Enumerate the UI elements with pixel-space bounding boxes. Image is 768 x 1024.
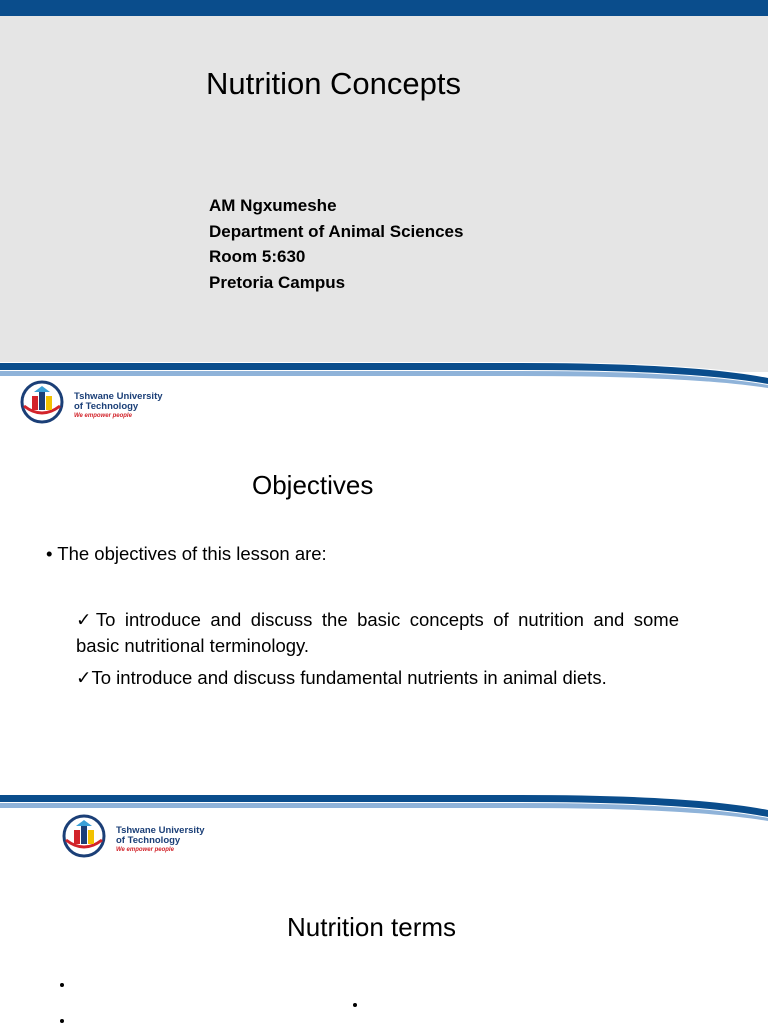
logo-name-line1: Tshwane University	[116, 825, 205, 836]
room-number: Room 5:630	[209, 247, 306, 266]
objective-item: ✓To introduce and discuss the basic concepts of nutrition and some basic nutritional terminology.	[76, 609, 679, 656]
logo-name-line1: Tshwane University	[74, 391, 163, 402]
title-slide	[0, 0, 768, 372]
logo-name-line2: of Technology	[74, 401, 139, 412]
presenter-info	[209, 193, 463, 295]
campus-name: Pretoria Campus	[209, 272, 346, 292]
bullet-dot	[60, 983, 64, 987]
logo-name-line2: of Technology	[116, 835, 181, 846]
tut-emblem-icon	[60, 814, 108, 858]
objectives-heading: Objectives	[252, 470, 374, 500]
university-logo	[18, 380, 178, 424]
university-logo	[60, 814, 220, 858]
slide-title: Nutrition Concepts	[206, 66, 462, 101]
department-name: Department of Animal Sciences	[209, 221, 464, 241]
author-name: AM Ngxumeshe	[209, 196, 337, 215]
top-banner	[0, 0, 768, 16]
objective-item: ✓To introduce and discuss fundamental nutrients in animal diets.	[76, 667, 607, 688]
bullet-dot	[353, 1003, 357, 1007]
bullet-dot	[60, 1019, 64, 1023]
nutrition-terms-heading: Nutrition terms	[287, 912, 457, 942]
objectives-intro: • The objectives of this lesson are:	[46, 543, 327, 564]
logo-tagline: We empower people	[74, 413, 132, 419]
tut-emblem-icon	[18, 380, 66, 424]
logo-tagline: We empower people	[116, 847, 174, 853]
